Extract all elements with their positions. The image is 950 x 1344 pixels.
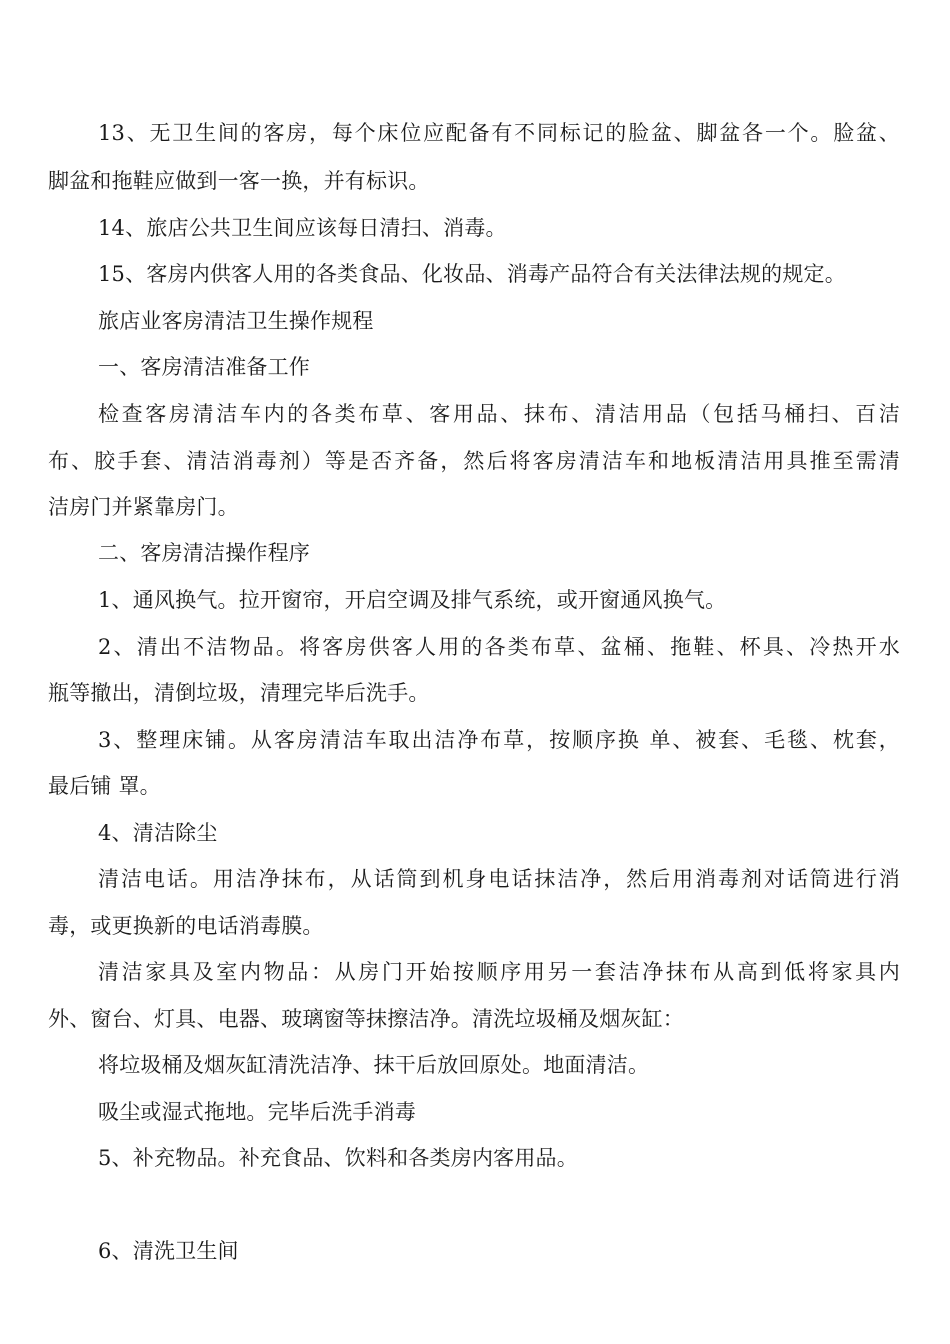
preparation-line-1: 检查客房清洁车内的各类布草、客用品、抹布、清洁用品（包括马桶扫、百洁 bbox=[98, 402, 900, 426]
preparation-line-2: 布、胶手套、清洁消毒剂）等是否齐备，然后将客房清洁车和地板清洁用具推至需清 bbox=[48, 449, 900, 473]
step-3-line-2: 最后铺 罩。 bbox=[48, 774, 161, 798]
paragraph-15: 15、客房内供客人用的各类食品、化妆品、消毒产品符合有关法律法规的规定。 bbox=[98, 262, 846, 286]
step-2-line-1: 2、清出不洁物品。将客房供客人用的各类布草、盆桶、拖鞋、杯具、冷热开水 bbox=[98, 635, 900, 659]
section-title: 旅店业客房清洁卫生操作规程 bbox=[98, 309, 374, 333]
floor-cleaning-line: 吸尘或湿式拖地。完毕后洗手消毒 bbox=[98, 1100, 416, 1124]
heading-procedure: 二、客房清洁操作程序 bbox=[98, 541, 310, 565]
phone-cleaning-line-1: 清洁电话。用洁净抹布，从话筒到机身电话抹洁净，然后用消毒剂对话筒进行消 bbox=[98, 867, 900, 891]
step-6: 6、清洗卫生间 bbox=[98, 1239, 239, 1263]
step-2-line-2: 瓶等撤出，清倒垃圾，清理完毕后洗手。 bbox=[48, 681, 430, 705]
furniture-cleaning-line-2: 外、窗台、灯具、电器、玻璃窗等抹擦洁净。清洗垃圾桶及烟灰缸： bbox=[48, 1007, 684, 1031]
preparation-line-3: 洁房门并紧靠房门。 bbox=[48, 495, 239, 519]
paragraph-14: 14、旅店公共卫生间应该每日清扫、消毒。 bbox=[98, 216, 507, 240]
paragraph-13-line-1: 13、无卫生间的客房，每个床位应配备有不同标记的脸盆、脚盆各一个。脸盆、 bbox=[98, 121, 900, 145]
trash-cleaning-line: 将垃圾桶及烟灰缸清洗洁净、抹干后放回原处。地面清洁。 bbox=[98, 1053, 650, 1077]
step-4: 4、清洁除尘 bbox=[98, 821, 218, 845]
step-1: 1、通风换气。拉开窗帘，开启空调及排气系统，或开窗通风换气。 bbox=[98, 588, 727, 612]
phone-cleaning-line-2: 毒，或更换新的电话消毒膜。 bbox=[48, 914, 324, 938]
furniture-cleaning-line-1: 清洁家具及室内物品：从房门开始按顺序用另一套洁净抹布从高到低将家具内 bbox=[98, 960, 900, 984]
paragraph-13-line-2: 脚盆和拖鞋应做到一客一换，并有标识。 bbox=[48, 169, 430, 193]
step-5: 5、补充物品。补充食品、饮料和各类房内客用品。 bbox=[98, 1146, 578, 1170]
step-3-line-1: 3、整理床铺。从客房清洁车取出洁净布草，按顺序换 单、被套、毛毯、枕套， bbox=[98, 728, 900, 752]
heading-preparation: 一、客房清洁准备工作 bbox=[98, 355, 310, 379]
